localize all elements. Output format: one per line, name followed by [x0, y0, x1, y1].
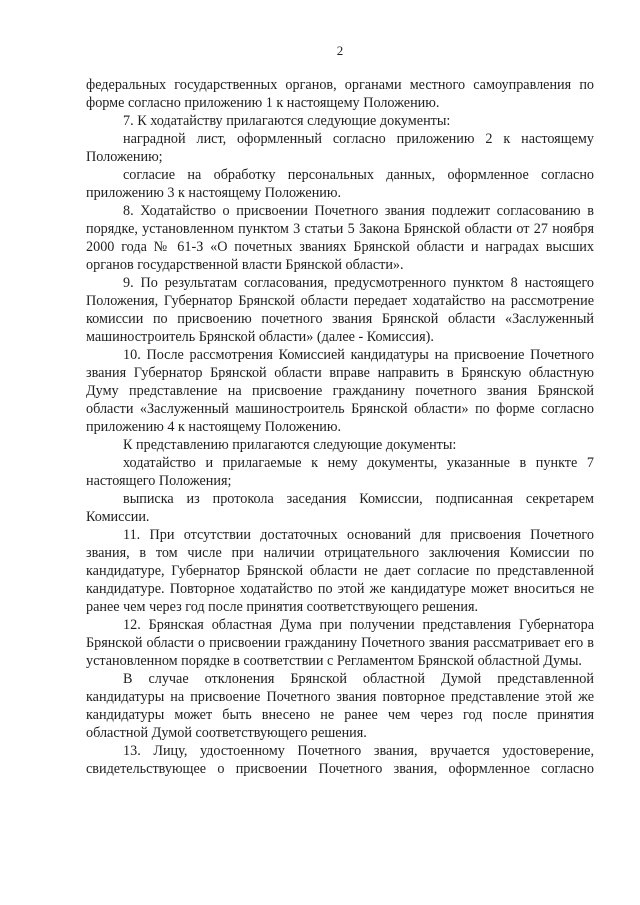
paragraph-rejection: В случае отклонения Брянской областной Думой представленной кандидатуры на присвоение Почетного звания повторное представление этой же кандидатуры может быть внесено не ранее чем через год после принятия областной Думой соответствующего решения. — [86, 671, 594, 741]
paragraph-item-11: 11. При отсутствии достаточных оснований для присвоения Почетного звания, в том числе при наличии отрицательного заключения Комиссии по кандидатуре, Губернатор Брянской области не дает согласие по представленной кандидатуре. Повторное ходатайство по этой же кандидатуре может вноситься не ранее чем через год после принятия соответствующего решения. — [86, 527, 594, 615]
paragraph-item-10: 10. После рассмотрения Комиссией кандидатуры на присвоение Почетного звания Губернатор Брянской области вправе направить в Брянскую областную Думу представление на присвоение гражданину почетного звания Брянской области «Заслуженный машиностроитель Брянской области» по форме согласно приложению 4 к настоящему Положению. — [86, 347, 594, 435]
paragraph-item-13: 13. Лицу, удостоенному Почетного звания, вручается удостоверение, свидетельствующее о присвоении Почетного звания, оформленное согласно — [86, 743, 594, 777]
paragraph-item-8: 8. Ходатайство о присвоении Почетного звания подлежит согласованию в порядке, установленном пунктом 3 статьи 5 Закона Брянской области от 27 ноября 2000 года № 61-З «О почетных званиях Брянской области и наградах высших органов государственной власти Брянской области». — [86, 203, 594, 273]
paragraph-award-sheet: наградной лист, оформленный согласно приложению 2 к настоящему Положению; — [86, 131, 594, 165]
paragraph-continuation: федеральных государственных органов, органами местного самоуправления по форме согласно приложению 1 к настоящему Положению. — [86, 77, 594, 111]
paragraph-protocol-extract: выписка из протокола заседания Комиссии, подписанная секретарем Комиссии. — [86, 491, 594, 525]
paragraph-item-7: 7. К ходатайству прилагаются следующие документы: — [123, 113, 451, 129]
paragraph-item-9: 9. По результатам согласования, предусмотренного пунктом 8 настоящего Положения, Губернатор Брянской области передает ходатайство на рассмотрение комиссии по присвоению почетного звания Брянской области «Заслуженный машиностроитель Брянской области» (далее - Комиссия). — [86, 275, 594, 345]
paragraph-item-12: 12. Брянская областная Дума при получении представления Губернатора Брянской области о присвоении гражданину Почетного звания рассматривает его в установленном порядке в соответствии с Регламентом Брянской областной Думы. — [86, 617, 594, 669]
paragraph-attachments-intro: К представлению прилагаются следующие документы: — [123, 437, 457, 453]
page-number: 2 — [336, 43, 344, 58]
paragraph-consent: согласие на обработку персональных данных, оформленное согласно приложению 3 к настоящему Положению. — [86, 167, 594, 201]
paragraph-petition-docs: ходатайство и прилагаемые к нему документы, указанные в пункте 7 настоящего Положения; — [86, 455, 594, 489]
